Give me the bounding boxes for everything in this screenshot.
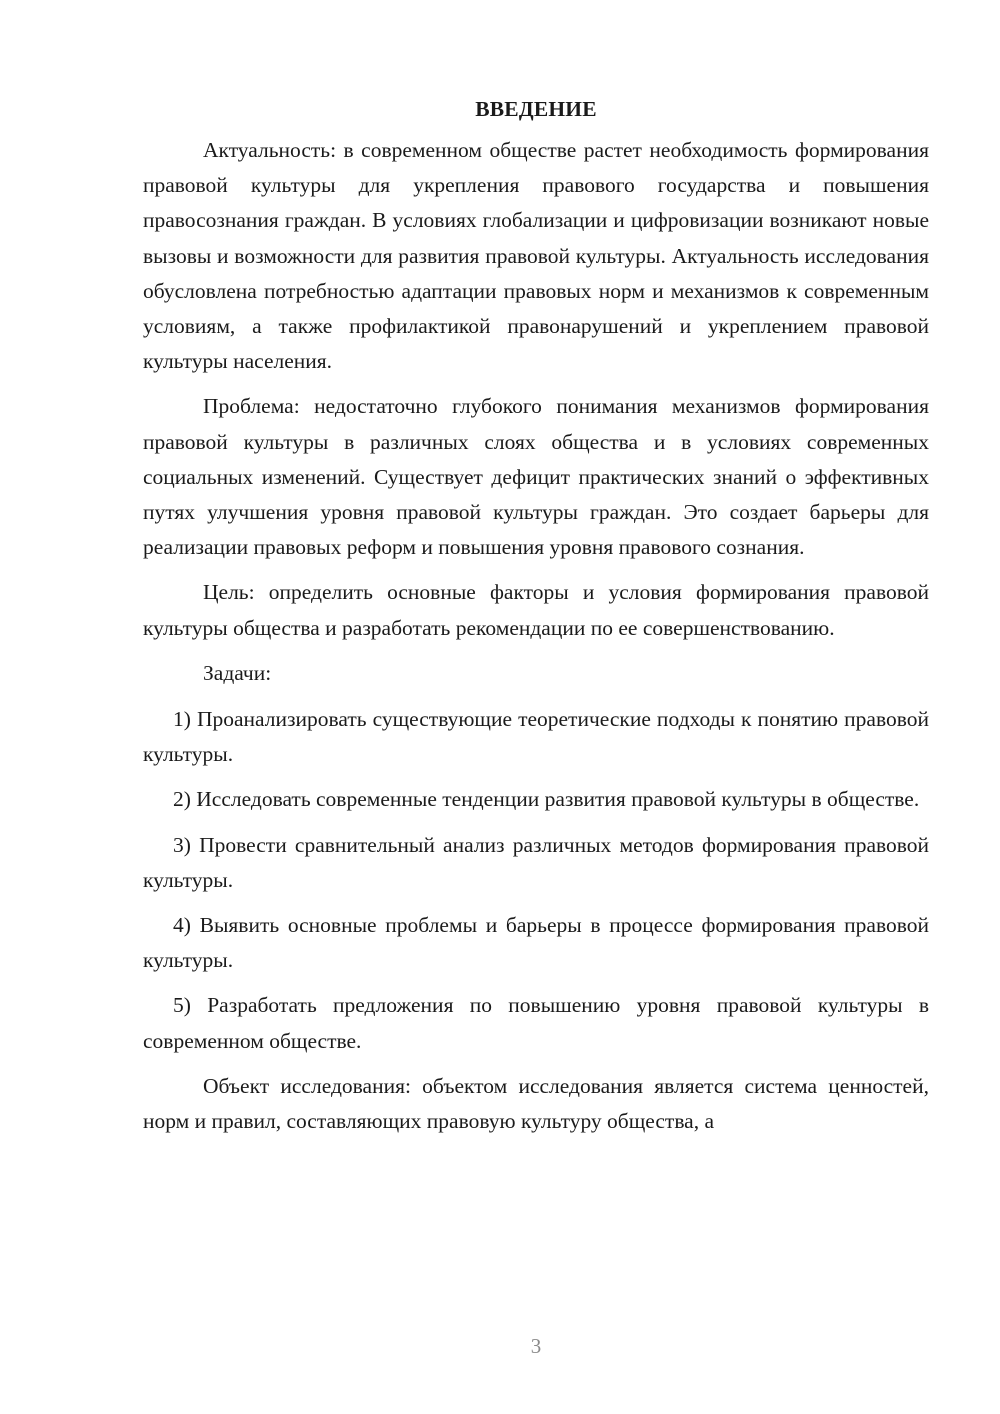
task-item: 5) Разработать предложения по повышению уровня правовой культуры в современном обществе.: [143, 993, 929, 1053]
object-paragraph: Объект исследования: объектом исследования является система ценностей, норм и правил, составляющих правовую культуру общества, а: [143, 1073, 929, 1134]
document-page: [143, 92, 929, 1149]
relevance-paragraph: Актуальность: в современном обществе растет необходимость формирования правовой культуры для укрепления правового государства и повышения правосознания граждан. В условиях глобализации и цифровизации возникают новые вызовы и возможности для развития правовой культуры. Актуальность исследования обусловлена потребностью адаптации правовых норм и механизмов к современным условиям, а также профилактикой правонарушений и укреплением правовой культуры населения.: [143, 138, 929, 374]
task-item: 3) Провести сравнительный анализ различных методов формирования правовой культуры.: [143, 832, 929, 892]
problem-paragraph: Проблема: недостаточно глубокого понимания механизмов формирования правовой культуры в различных слоях общества и в условиях современных социальных изменений. Существует дефицит практических знаний о эффективных путях улучшения уровня правовой культуры граждан. Это создает барьеры для реализации правовых реформ и повышения уровня правового сознания.: [143, 394, 929, 560]
task-item: 1) Проанализировать существующие теоретические подходы к понятию правовой культуры.: [143, 707, 929, 767]
goal-paragraph: Цель: определить основные факторы и условия формирования правовой культуры общества и разработать рекомендации по ее совершенствованию.: [143, 580, 929, 640]
page-number: 3: [530, 1334, 542, 1358]
tasks-label: Задачи:: [203, 660, 272, 685]
page-title: ВВЕДЕНИЕ: [475, 97, 597, 121]
task-item: 4) Выявить основные проблемы и барьеры в процессе формирования правовой культуры.: [143, 913, 929, 973]
task-item: 2) Исследовать современные тенденции развития правовой культуры в обществе.: [173, 787, 920, 812]
